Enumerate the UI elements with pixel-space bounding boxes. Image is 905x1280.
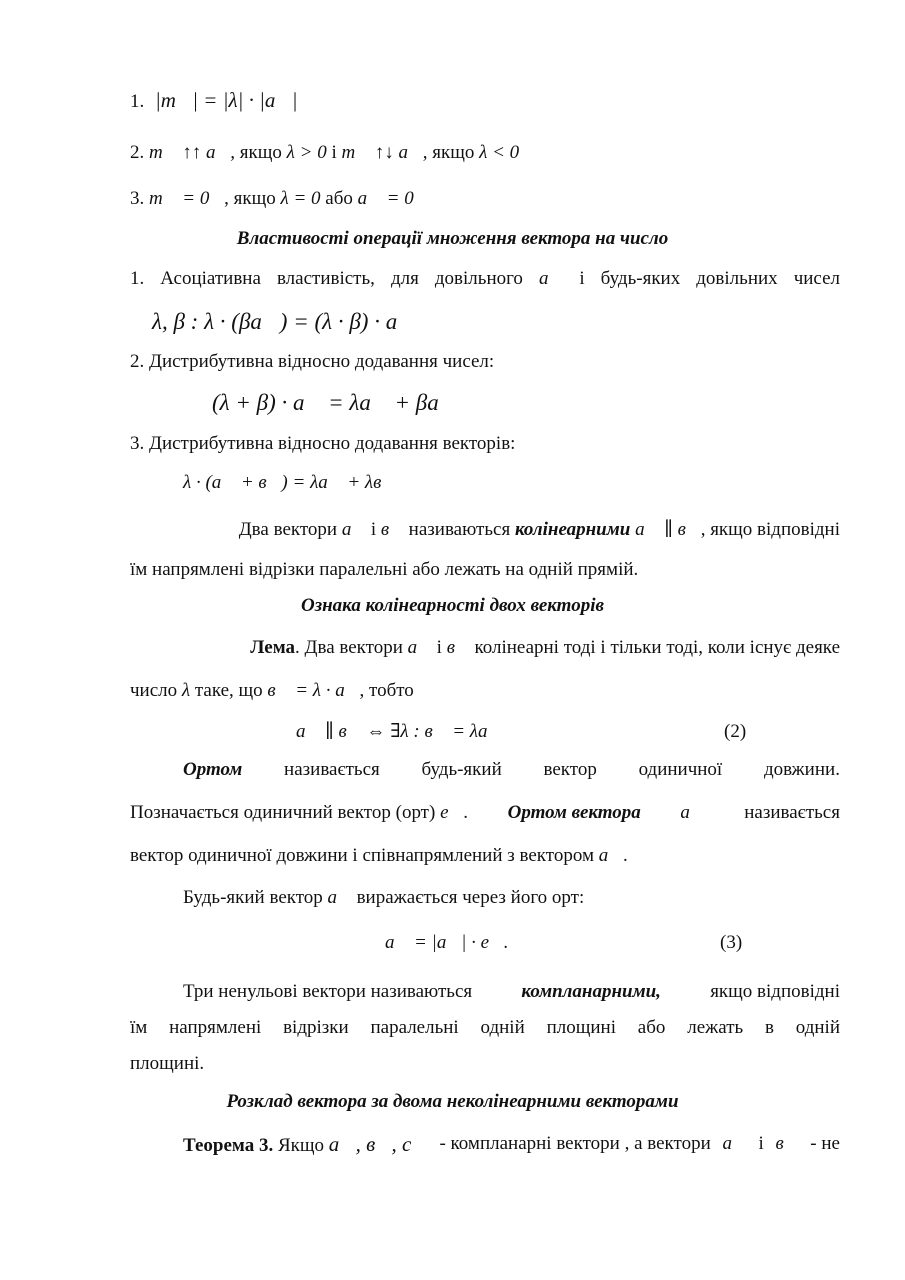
text: Будь-який вектор bbox=[183, 887, 323, 908]
text: і будь-яких довільних чисел bbox=[579, 268, 841, 289]
lemma-label: Лема bbox=[250, 637, 296, 658]
formula: a⃗ = 0⃗ bbox=[357, 188, 429, 209]
property-1 bbox=[130, 90, 298, 111]
item-number: 3. bbox=[130, 188, 145, 209]
term-coplanar: компланарними, bbox=[521, 981, 661, 1002]
section-heading: Розклад вектора за двома неколінеарними векторами bbox=[226, 1091, 679, 1112]
text: , тобто bbox=[359, 680, 414, 701]
text: якщо bbox=[239, 142, 282, 163]
vector-b: в⃗ bbox=[446, 637, 470, 658]
text: виражається через його орт: bbox=[356, 887, 585, 908]
word: одиничної bbox=[638, 759, 723, 780]
text: таке, що bbox=[194, 680, 263, 701]
term-collinear: колінеарними bbox=[514, 519, 631, 540]
text: 1. Асоціативна властивість, для довільного bbox=[130, 268, 523, 289]
property-2 bbox=[130, 143, 519, 162]
item-number: 1. bbox=[130, 91, 145, 112]
text: і bbox=[758, 1133, 764, 1154]
formula: |m⃗| = |λ| · |a⃗| bbox=[155, 88, 298, 112]
ort-equation: a⃗ = |a⃗| · e⃗. bbox=[385, 932, 509, 953]
text: - не bbox=[810, 1133, 840, 1154]
item-number: 2. bbox=[130, 142, 145, 163]
distributive-vectors-text: 3. Дистрибутивна відносно додавання векторів: bbox=[130, 433, 516, 454]
text: , якщо відповідні bbox=[700, 519, 840, 540]
text: і bbox=[331, 142, 337, 163]
distributive-numbers-text: 2. Дистрибутивна відносно додавання чисел: bbox=[130, 351, 495, 372]
text: і bbox=[370, 519, 377, 540]
distributive-numbers-formula: (λ + β) · a⃗ = λa⃗ + βa⃗ bbox=[212, 390, 457, 415]
text: число bbox=[130, 680, 178, 701]
section-heading: Властивості операції множення вектора на число bbox=[236, 228, 669, 249]
text: Позначається одиничний вектор (орт) bbox=[130, 802, 436, 823]
ort-line4 bbox=[183, 888, 584, 907]
lambda: λ bbox=[181, 680, 191, 701]
text: і bbox=[436, 637, 442, 658]
text: , якщо bbox=[224, 188, 276, 209]
text: - компланарні вектори , а вектори bbox=[439, 1133, 711, 1154]
ort-line3 bbox=[130, 846, 628, 865]
equation-number: (3) bbox=[720, 932, 743, 953]
formula: в⃗ = λ · a⃗ bbox=[267, 680, 360, 701]
term-ort-vector: Ортом вектора bbox=[507, 802, 641, 823]
formula: λ = 0 bbox=[280, 188, 321, 209]
formula: λ > 0 bbox=[286, 142, 327, 163]
term-ort: Ортом bbox=[183, 759, 243, 780]
text: називаються bbox=[408, 519, 511, 540]
coplanar-line1 bbox=[183, 982, 840, 1001]
collinear-definition bbox=[130, 520, 840, 539]
text: Два вектори bbox=[238, 519, 338, 540]
theorem-line bbox=[183, 1134, 840, 1155]
vector-b: в⃗ bbox=[380, 519, 404, 540]
vector-a: a⃗ bbox=[407, 637, 432, 658]
word: називається bbox=[284, 759, 380, 780]
vector-a: a⃗ bbox=[680, 802, 705, 823]
distributive-vectors-formula: λ · (a⃗ + в⃗) = λa⃗ + λв⃗ bbox=[183, 472, 397, 493]
theorem-label: Теорема 3. bbox=[183, 1135, 274, 1156]
equation-number: (2) bbox=[724, 721, 747, 742]
text: . bbox=[623, 845, 628, 866]
vector-e: e⃗ bbox=[440, 802, 464, 823]
vector-a: a⃗ bbox=[722, 1133, 747, 1154]
coplanar-line2: їм напрямлені відрізки паралельні одній площині або лежать в одній bbox=[130, 1017, 840, 1038]
formula: m⃗ = 0⃗ bbox=[149, 188, 225, 209]
vector-a: a⃗ bbox=[539, 268, 564, 289]
lemma-equation: a⃗ ∥ в⃗ ⇔ ∃λ : в⃗ = λa⃗ bbox=[296, 721, 503, 742]
text: , якщо bbox=[422, 142, 475, 163]
vector-a: a⃗ bbox=[341, 519, 367, 540]
vector-b: в⃗ bbox=[775, 1133, 799, 1154]
word: будь-який bbox=[421, 759, 502, 780]
lemma-line2 bbox=[130, 681, 414, 700]
text: . Два вектори bbox=[295, 637, 403, 658]
collinear-definition-line2: їм напрямлені відрізки паралельні або лежать на одній прямій. bbox=[130, 559, 639, 580]
word: довжини. bbox=[763, 759, 840, 780]
text: . bbox=[463, 802, 469, 823]
section-heading: Ознака колінеарності двох векторів bbox=[301, 595, 604, 616]
word: вектор bbox=[543, 759, 597, 780]
coplanar-line3: площині. bbox=[130, 1053, 205, 1074]
associative-formula: λ, β : λ · (βa⃗) = (λ · β) · a⃗ bbox=[152, 309, 416, 334]
text: колінеарні тоді і тільки тоді, коли існує деяке bbox=[474, 637, 840, 658]
text: називається bbox=[744, 802, 840, 823]
formula: m⃗ ↑↑ a⃗, bbox=[149, 142, 236, 163]
ort-line1 bbox=[183, 760, 840, 779]
text: або bbox=[325, 188, 353, 209]
text: Три ненульові вектори називаються bbox=[183, 981, 473, 1002]
property-3 bbox=[130, 189, 429, 208]
text: якщо відповідні bbox=[710, 981, 840, 1002]
formula: a⃗ ∥ в⃗ bbox=[635, 519, 701, 540]
associative-line bbox=[130, 269, 840, 288]
lemma-line1 bbox=[130, 638, 840, 657]
vector-a: a⃗ bbox=[327, 887, 352, 908]
formula: m⃗ ↑↓ a⃗ bbox=[341, 142, 423, 163]
text: Якщо bbox=[277, 1135, 324, 1156]
vectors-abc: a⃗, в⃗, c⃗ bbox=[328, 1132, 428, 1156]
formula: λ < 0 bbox=[479, 142, 520, 163]
vector-a: a⃗ bbox=[598, 845, 624, 866]
text: вектор одиничної довжини і співнапрямлений з вектором bbox=[130, 845, 594, 866]
ort-line2 bbox=[130, 803, 840, 822]
